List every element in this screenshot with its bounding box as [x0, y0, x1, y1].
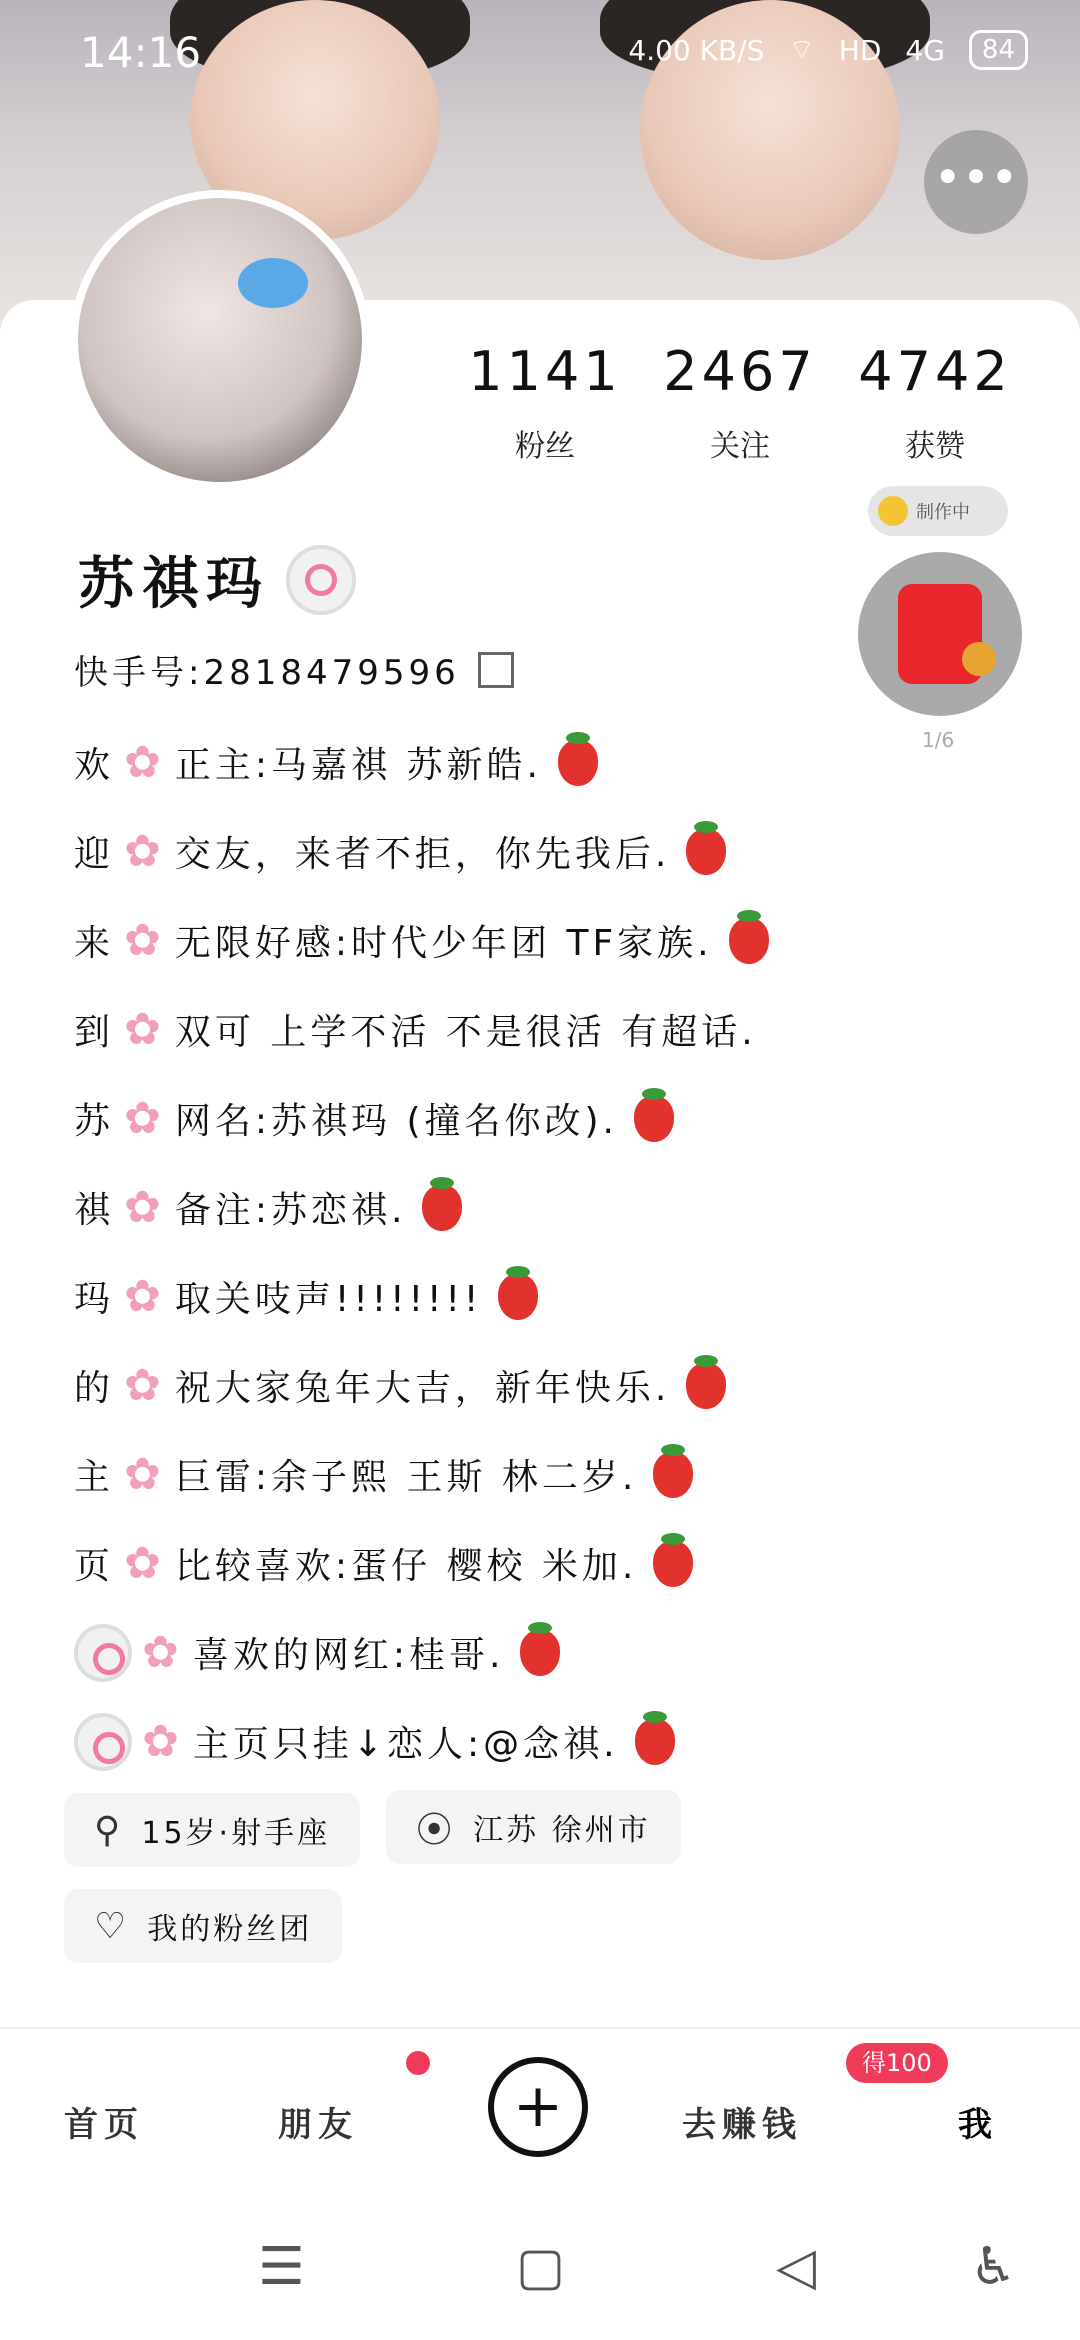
- create-post-button[interactable]: +: [488, 2057, 588, 2157]
- bio-text: 交友，来者不拒，你先我后.: [174, 834, 671, 875]
- hd-badge: HD: [838, 33, 882, 67]
- stat-followers[interactable]: [460, 340, 630, 465]
- naruto-emoji-icon: [74, 1713, 132, 1771]
- cherry-blossom-icon: ✿: [124, 1271, 165, 1322]
- strawberry-icon: [635, 1719, 675, 1765]
- bio-text: 巨雷:余子熙 王斯 林二岁.: [174, 1457, 638, 1498]
- red-packet-button[interactable]: [858, 552, 1022, 716]
- signal-label: 4G: [905, 33, 945, 67]
- notification-dot: [406, 2051, 430, 2075]
- strawberry-icon: [729, 918, 769, 964]
- bio-text: 喜欢的网红:桂哥.: [192, 1635, 505, 1676]
- strawberry-icon: [653, 1541, 693, 1587]
- more-options-button[interactable]: •••: [924, 130, 1028, 234]
- cherry-blossom-icon: ✿: [124, 1093, 165, 1144]
- naruto-emoji-icon: [286, 545, 356, 615]
- red-packet-icon: [898, 584, 982, 684]
- wifi-icon: ⌔: [788, 32, 815, 66]
- bio-line: [74, 1163, 1034, 1252]
- strawberry-icon: [558, 740, 598, 786]
- bio-line: [74, 1252, 1034, 1341]
- nav-earn[interactable]: 去赚钱: [682, 2105, 802, 2145]
- strawberry-icon: [634, 1096, 674, 1142]
- cherry-blossom-icon: ✿: [142, 1716, 183, 1767]
- bio-text: 备注:苏恋祺.: [174, 1190, 407, 1231]
- strawberry-icon: [653, 1452, 693, 1498]
- bio-line: [74, 1608, 1034, 1697]
- bio-prefix: 页: [74, 1546, 115, 1587]
- status-time: 14:16: [80, 28, 202, 77]
- bio-line: [74, 1074, 1034, 1163]
- bio-prefix: 主: [74, 1457, 115, 1498]
- profile-name: [78, 540, 356, 620]
- cherry-blossom-icon: ✿: [124, 826, 165, 877]
- bio-line: [74, 807, 1034, 896]
- heart-icon: ♡: [94, 1905, 130, 1947]
- profile-stats: [460, 340, 1020, 465]
- bio-text: 网名:苏祺玛 (撞名你改).: [174, 1101, 618, 1142]
- bio-text: 祝大家兔年大吉，新年快乐.: [174, 1368, 671, 1409]
- bio-prefix: 到: [74, 1012, 115, 1053]
- tag-label: 江苏 徐州市: [473, 1813, 651, 1848]
- profile-name-text: 苏祺玛: [78, 552, 270, 617]
- nav-friends[interactable]: 朋友: [278, 2105, 358, 2145]
- bio-prefix: 祺: [74, 1190, 115, 1231]
- bio-line: [74, 1697, 1034, 1786]
- tag-label: 15岁·射手座: [141, 1816, 331, 1851]
- cherry-blossom-icon: ✿: [124, 737, 165, 788]
- bio-text: 主页只挂↓恋人:@念祺.: [192, 1724, 619, 1765]
- strawberry-icon: [686, 1363, 726, 1409]
- bio-text: 正主:马嘉祺 苏新皓.: [174, 745, 542, 786]
- stat-value: 4742: [858, 340, 1012, 403]
- kuaishou-id: [74, 645, 514, 694]
- bio-line: [74, 1341, 1034, 1430]
- cherry-blossom-icon: ✿: [124, 1360, 165, 1411]
- battery-level: 84: [969, 30, 1028, 70]
- bio-text: 比较喜欢:蛋仔 樱校 米加.: [174, 1546, 638, 1587]
- page-indicator: 1/6: [922, 728, 955, 752]
- cherry-blossom-icon: ✿: [124, 1004, 165, 1055]
- strawberry-icon: [422, 1185, 462, 1231]
- qr-code-icon[interactable]: [478, 652, 514, 688]
- gender-icon: ⚲: [94, 1809, 124, 1851]
- net-speed: 4.00 KB/S: [628, 33, 765, 67]
- bio-prefix: 欢: [74, 745, 115, 786]
- stat-label: 粉丝: [515, 429, 575, 464]
- bio-prefix: 迎: [74, 834, 115, 875]
- bio-prefix: 的: [74, 1368, 115, 1409]
- hot-badge-label: 制作中: [916, 502, 970, 523]
- stat-label: 获赞: [905, 429, 965, 464]
- naruto-emoji-icon: [74, 1624, 132, 1682]
- back-icon[interactable]: ◁: [776, 2237, 816, 2297]
- profile-tags: [64, 1790, 1024, 1985]
- cherry-blossom-icon: ✿: [124, 1182, 165, 1233]
- bio-text: 双可 上学不活 不是很活 有超话.: [174, 1012, 757, 1053]
- bio-prefix: 来: [74, 923, 115, 964]
- bio-line: [74, 718, 1034, 807]
- bio-text: 无限好感:时代少年团 TF家族.: [174, 923, 713, 964]
- bottom-nav: [0, 2027, 1080, 2189]
- strawberry-icon: [498, 1274, 538, 1320]
- stat-value: 1141: [468, 340, 622, 403]
- tag-fan-group[interactable]: [64, 1889, 342, 1963]
- strawberry-icon: [686, 829, 726, 875]
- avatar[interactable]: [70, 190, 370, 490]
- bio-prefix: 苏: [74, 1101, 115, 1142]
- cherry-blossom-icon: ✿: [124, 1538, 165, 1589]
- tag-location[interactable]: [386, 1790, 681, 1864]
- profile-bio: [74, 718, 1034, 1786]
- status-bar: [0, 0, 1080, 104]
- coin-icon: [878, 496, 908, 526]
- avatar-bubble-sticker: [238, 258, 308, 308]
- nav-me[interactable]: 我: [958, 2105, 998, 2145]
- menu-icon[interactable]: ☰: [258, 2237, 305, 2297]
- kuaishou-id-value: 2818479596: [203, 653, 460, 693]
- cherry-blossom-icon: ✿: [124, 1449, 165, 1500]
- bio-line: [74, 1430, 1034, 1519]
- home-square-icon[interactable]: ▢: [516, 2237, 566, 2297]
- cherry-blossom-icon: ✿: [124, 915, 165, 966]
- bio-prefix: 玛: [74, 1279, 115, 1320]
- system-nav-bar: [0, 2187, 1080, 2340]
- tag-label: 我的粉丝团: [147, 1912, 313, 1947]
- strawberry-icon: [520, 1630, 560, 1676]
- earn-badge: 得100: [846, 2043, 948, 2083]
- cherry-blossom-icon: ✿: [142, 1627, 183, 1678]
- bio-line: [74, 896, 1034, 985]
- stat-following[interactable]: [655, 340, 825, 465]
- stat-value: 2467: [663, 340, 817, 403]
- kuaishou-id-label: 快手号:: [74, 653, 204, 693]
- location-icon: ⦿: [416, 1809, 456, 1851]
- bio-line: [74, 1519, 1034, 1608]
- accessibility-icon[interactable]: ♿: [970, 2237, 1017, 2297]
- stat-label: 关注: [710, 429, 770, 464]
- bio-text: 取关吱声!!!!!!!!: [174, 1279, 483, 1320]
- hot-badge[interactable]: [868, 486, 1008, 536]
- nav-home[interactable]: 首页: [64, 2105, 144, 2145]
- stat-likes[interactable]: [850, 340, 1020, 465]
- bio-line: [74, 985, 1034, 1074]
- tag-age-zodiac[interactable]: [64, 1793, 360, 1867]
